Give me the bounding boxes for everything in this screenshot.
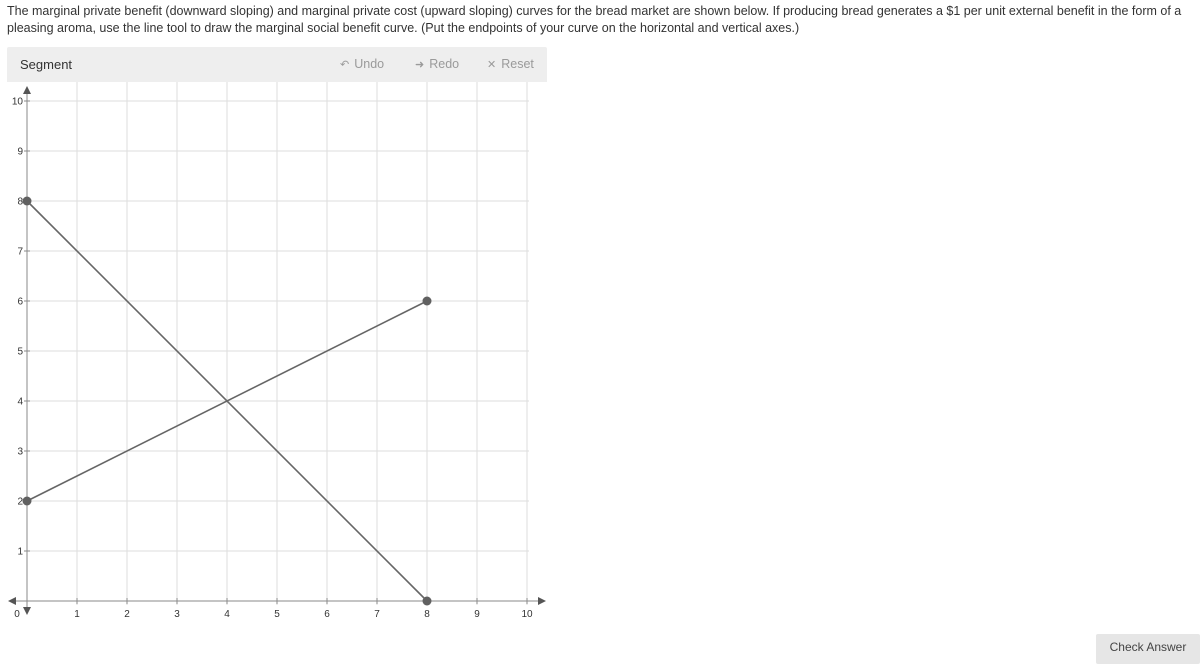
close-icon: ✕ [487, 59, 497, 71]
graph-widget [7, 47, 547, 623]
redo-arrow-icon: ➜ [415, 59, 425, 71]
y-tick-label: 4 [17, 396, 23, 408]
segment-tool-button[interactable]: Segment [20, 57, 73, 72]
segment-endpoint[interactable] [23, 197, 32, 206]
x-tick-label: 4 [224, 609, 230, 620]
x-tick-label: 0 [14, 609, 20, 620]
undo-label: Undo [354, 57, 385, 71]
y-tick-label: 5 [17, 346, 23, 358]
graph-canvas[interactable] [7, 82, 547, 623]
y-axis-arrow-up-icon [23, 86, 31, 94]
x-tick-label: 8 [424, 609, 430, 620]
reset-label: Reset [501, 57, 534, 71]
redo-button[interactable] [415, 47, 459, 82]
x-tick-label: 5 [274, 609, 280, 620]
y-tick-label: 2 [17, 496, 23, 508]
reset-button[interactable] [487, 47, 534, 82]
x-tick-label: 2 [124, 609, 130, 620]
y-tick-label: 8 [17, 196, 23, 208]
redo-label: Redo [429, 57, 460, 71]
x-axis-arrow-left-icon [8, 597, 16, 605]
graph-toolbar [7, 47, 547, 82]
y-tick-label: 10 [11, 96, 23, 108]
undo-arrow-icon: ↶ [340, 59, 350, 71]
y-tick-label: 7 [17, 246, 23, 258]
segment-endpoint[interactable] [423, 597, 432, 606]
y-tick-label: 9 [17, 146, 23, 158]
x-tick-label: 7 [374, 609, 380, 620]
x-tick-label: 1 [74, 609, 80, 620]
y-tick-label: 3 [17, 446, 23, 458]
x-tick-label: 3 [174, 609, 180, 620]
y-tick-label: 1 [17, 546, 23, 558]
x-axis-arrow-right-icon [538, 597, 546, 605]
x-tick-label: 10 [521, 609, 533, 620]
y-axis-arrow-down-icon [23, 607, 31, 615]
x-tick-label: 9 [474, 609, 480, 620]
check-answer-button[interactable]: Check Answer [1096, 634, 1200, 664]
y-tick-label: 6 [17, 296, 23, 308]
question-text: The marginal private benefit (downward sloping) and marginal private cost (upward sloping) curves for the bread market are shown below. If producing bread generates a $1 per unit external benefit in the form of a pleasing aroma, use the line tool to draw the marginal social benefit curve. (Put the endpoints of your curve on the horizontal and vertical axes.) [7, 4, 1182, 35]
x-tick-label: 6 [324, 609, 330, 620]
undo-button[interactable] [340, 47, 384, 82]
tick-labels [12, 97, 533, 621]
grid-layer [27, 82, 529, 605]
segment-endpoint[interactable] [23, 497, 32, 506]
segment-endpoint[interactable] [423, 297, 432, 306]
